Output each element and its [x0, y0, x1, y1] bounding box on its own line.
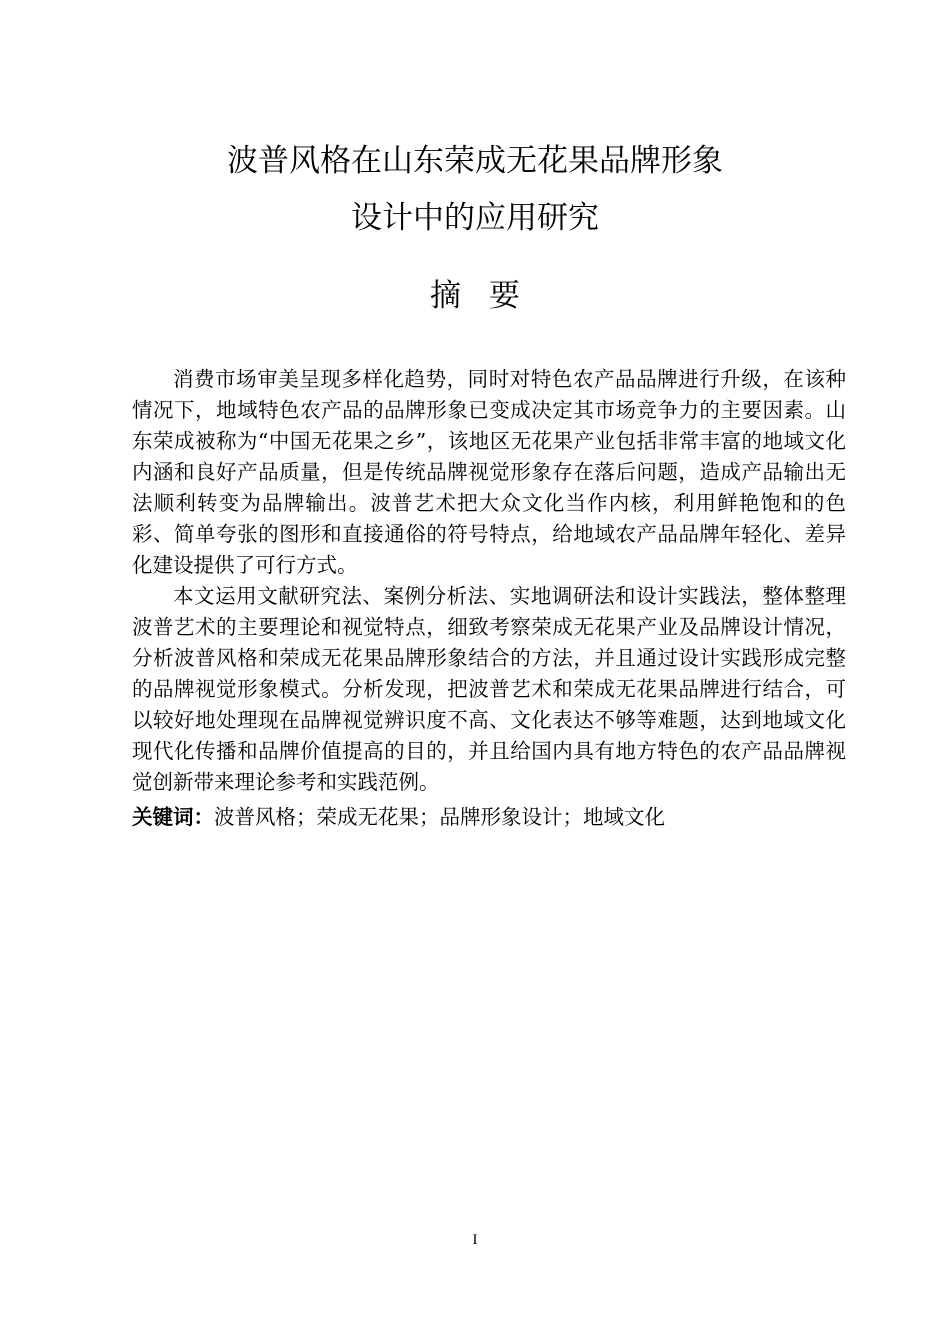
page-number: I: [472, 1232, 478, 1248]
title-line-1: 波普风格在山东荣成无花果品牌形象: [227, 143, 723, 179]
title-line-2: 设计中的应用研究: [351, 200, 599, 236]
abstract-heading: 摘要: [430, 278, 548, 314]
keywords-text: 波普风格；荣成无花果；品牌形象设计；地域文化: [214, 805, 665, 829]
keywords-label: 关键词：: [132, 805, 214, 829]
keywords-line: [132, 802, 846, 833]
abstract-body: [132, 364, 846, 798]
abstract-paragraph-1: 消费市场审美呈现多样化趋势，同时对特色农产品品牌进行升级，在该种情况下，地域特色农产品的品牌形象已变成决定其市场竞争力的主要因素。山东荣成被称为“中国无花果之乡”，该地区无花果产业包括非常丰富的地域文化内涵和良好产品质量，但是传统品牌视觉形象存在落后问题，造成产品输出无法顺利转变为品牌输出。波普艺术把大众文化当作内核，利用鲜艳饱和的色彩、简单夸张的图形和直接通俗的符号特点，给地域农产品品牌年轻化、差异化建设提供了可行方式。: [132, 367, 846, 577]
abstract-paragraph-2: 本文运用文献研究法、案例分析法、实地调研法和设计实践法，整体整理波普艺术的主要理论和视觉特点，细致考察荣成无花果产业及品牌设计情况，分析波普风格和荣成无花果品牌形象结合的方法，并且通过设计实践形成完整的品牌视觉形象模式。分析发现，把波普艺术和荣成无花果品牌进行结合，可以较好地处理现在品牌视觉辨识度不高、文化表达不够等难题，达到地域文化现代化传播和品牌价值提高的目的，并且给国内具有地方特色的农产品品牌视觉创新带来理论参考和实践范例。: [132, 584, 846, 794]
